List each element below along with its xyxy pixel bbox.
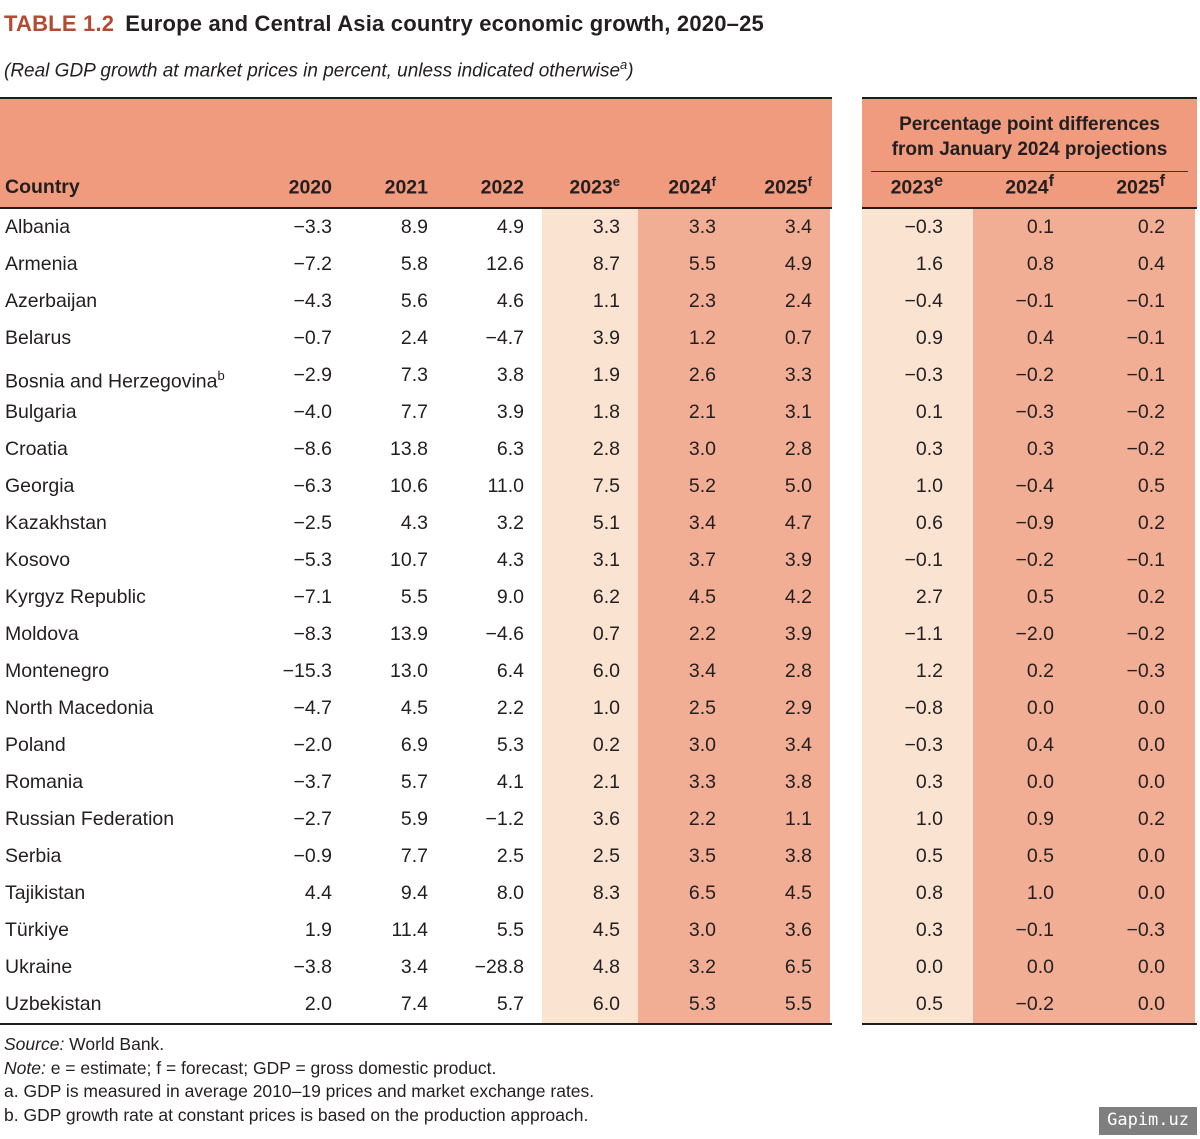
- diff-table-row: [862, 838, 1197, 875]
- diff-value-cell: 0.0: [1084, 727, 1195, 764]
- diff-value-cell: 0.2: [973, 653, 1084, 690]
- diff-value-cell: 2.7: [862, 579, 973, 616]
- diff-value-cell: −0.8: [862, 690, 973, 727]
- year-header-2021: 2021: [384, 176, 428, 198]
- value-cell: 5.3: [496, 734, 524, 756]
- diff-table-row: [862, 505, 1197, 542]
- table-row: [0, 764, 832, 801]
- country-cell: Armenia: [5, 253, 78, 275]
- country-cell: Tajikistan: [5, 882, 86, 904]
- country-cell: Bulgaria: [5, 401, 77, 423]
- diff-value-cell: 1.0: [862, 801, 973, 838]
- value-cell: −6.3: [293, 475, 332, 497]
- country-cell: Uzbekistan: [5, 993, 102, 1015]
- value-cell: 4.5: [400, 697, 428, 719]
- diff-value-cell: 0.4: [973, 727, 1084, 764]
- diff-value-cell: −0.9: [973, 505, 1084, 542]
- main-table-header: [0, 97, 832, 209]
- diff-table-row: [862, 542, 1197, 579]
- value-cell: 4.5: [638, 579, 734, 616]
- diff-table-row: [862, 764, 1197, 801]
- footnote-b: b. GDP growth rate at constant prices is based on the production approach.: [4, 1104, 589, 1125]
- value-cell: 4.7: [734, 505, 830, 542]
- value-cell: −2.5: [293, 512, 332, 534]
- diff-value-cell: 0.2: [1084, 579, 1195, 616]
- value-cell: 3.9: [734, 616, 830, 653]
- diff-value-cell: 0.5: [973, 579, 1084, 616]
- value-cell: 6.3: [496, 438, 524, 460]
- country-cell: Kazakhstan: [5, 512, 107, 534]
- table-title: [4, 11, 764, 37]
- diff-table-row: [862, 246, 1197, 283]
- subtitle-footnote-ref: a: [620, 57, 628, 72]
- value-cell: 3.4: [400, 956, 428, 978]
- table-row: [0, 838, 832, 875]
- value-cell: 1.9: [304, 919, 332, 941]
- diff-value-cell: 0.4: [1084, 246, 1195, 283]
- value-cell: 2.9: [734, 690, 830, 727]
- value-cell: −4.7: [485, 327, 524, 349]
- value-cell: 7.7: [400, 401, 428, 423]
- value-cell: 3.4: [734, 727, 830, 764]
- footnote-note: Note: e = estimate; f = forecast; GDP = gross domestic product.: [4, 1057, 497, 1078]
- value-cell: 3.3: [542, 209, 638, 246]
- value-cell: 2.1: [542, 764, 638, 801]
- diff-table-row: [862, 727, 1197, 764]
- value-cell: 1.8: [542, 394, 638, 431]
- diff-year-header-2023e: 2023e: [890, 171, 943, 198]
- diff-table-row: [862, 801, 1197, 838]
- value-cell: 3.4: [734, 209, 830, 246]
- diff-year-header-2024f: 2024$^f$: [1005, 171, 1054, 198]
- value-cell: 3.4: [638, 505, 734, 542]
- subtitle-suffix: ): [627, 60, 634, 82]
- diff-table-row: [862, 431, 1197, 468]
- diff-value-cell: −0.4: [973, 468, 1084, 505]
- country-column-header: Country: [5, 176, 80, 198]
- value-cell: 3.9: [496, 401, 524, 423]
- subtitle-text: (Real GDP growth at market prices in percent, unless indicated otherwise: [4, 60, 621, 82]
- value-cell: 10.6: [390, 475, 428, 497]
- diff-value-cell: −0.3: [862, 209, 973, 246]
- value-cell: 2.8: [734, 653, 830, 690]
- value-cell: 2.2: [496, 697, 524, 719]
- value-cell: 3.9: [542, 320, 638, 357]
- value-cell: 4.1: [496, 771, 524, 793]
- diff-value-cell: −0.2: [973, 986, 1084, 1023]
- value-cell: 0.7: [734, 320, 830, 357]
- value-cell: 4.3: [400, 512, 428, 534]
- value-cell: 5.7: [400, 771, 428, 793]
- value-cell: −4.0: [293, 401, 332, 423]
- value-cell: 1.2: [638, 320, 734, 357]
- value-cell: 5.5: [496, 919, 524, 941]
- diff-value-cell: −0.3: [973, 394, 1084, 431]
- country-cell: Russian Federation: [5, 808, 175, 830]
- diff-value-cell: 0.0: [973, 949, 1084, 986]
- diff-value-cell: −0.2: [1084, 394, 1195, 431]
- diff-value-cell: 0.2: [1084, 505, 1195, 542]
- value-cell: 8.9: [400, 216, 428, 238]
- value-cell: 5.9: [400, 808, 428, 830]
- value-cell: 10.7: [390, 549, 428, 571]
- value-cell: −0.9: [293, 845, 332, 867]
- value-cell: 3.6: [542, 801, 638, 838]
- main-table: [0, 97, 832, 1025]
- value-cell: 2.2: [638, 801, 734, 838]
- value-cell: 7.3: [400, 364, 428, 386]
- country-cell: Georgia: [5, 475, 75, 497]
- country-cell: Moldova: [5, 623, 79, 645]
- table-row: [0, 468, 832, 505]
- diff-value-cell: 0.9: [862, 320, 973, 357]
- diff-table-row: [862, 616, 1197, 653]
- value-cell: 6.0: [542, 986, 638, 1023]
- table-row: [0, 579, 832, 616]
- diff-value-cell: 0.1: [973, 209, 1084, 246]
- diff-value-cell: −0.2: [1084, 616, 1195, 653]
- value-cell: 4.6: [496, 290, 524, 312]
- value-cell: 9.0: [496, 586, 524, 608]
- value-cell: 4.3: [496, 549, 524, 571]
- value-cell: 9.4: [400, 882, 428, 904]
- diff-value-cell: 0.8: [973, 246, 1084, 283]
- value-cell: 3.5: [638, 838, 734, 875]
- diff-table-row: [862, 949, 1197, 986]
- diff-value-cell: 0.3: [862, 764, 973, 801]
- diff-value-cell: 0.0: [1084, 949, 1195, 986]
- year-header-2024f: 2024$^f$: [668, 173, 716, 198]
- table-row: [0, 283, 832, 320]
- value-cell: 3.6: [734, 912, 830, 949]
- footnotes: [4, 1033, 594, 1127]
- diff-value-cell: −0.1: [1084, 357, 1195, 394]
- value-cell: −0.7: [293, 327, 332, 349]
- table-row: [0, 246, 832, 283]
- diff-value-cell: 0.5: [862, 838, 973, 875]
- value-cell: 6.5: [638, 875, 734, 912]
- country-cell: Serbia: [5, 845, 62, 867]
- table-row: [0, 875, 832, 912]
- value-cell: 3.3: [638, 209, 734, 246]
- table-row: [0, 801, 832, 838]
- diff-value-cell: 1.0: [862, 468, 973, 505]
- value-cell: 13.9: [390, 623, 428, 645]
- value-cell: 4.9: [496, 216, 524, 238]
- watermark: Gapim.uz: [1099, 1107, 1197, 1135]
- diff-value-cell: 0.0: [1084, 690, 1195, 727]
- table-row: [0, 394, 832, 431]
- table-row: [0, 505, 832, 542]
- value-cell: 2.8: [734, 431, 830, 468]
- value-cell: 2.6: [638, 357, 734, 394]
- value-cell: 2.5: [542, 838, 638, 875]
- value-cell: 13.0: [390, 660, 428, 682]
- value-cell: 2.4: [734, 283, 830, 320]
- value-cell: 13.8: [390, 438, 428, 460]
- value-cell: 6.5: [734, 949, 830, 986]
- value-cell: −3.8: [293, 956, 332, 978]
- value-cell: 6.0: [542, 653, 638, 690]
- diff-year-headers: [862, 172, 1197, 208]
- value-cell: 5.7: [496, 993, 524, 1015]
- value-cell: 4.5: [542, 912, 638, 949]
- value-cell: 8.7: [542, 246, 638, 283]
- diff-value-cell: 0.0: [862, 949, 973, 986]
- table-row: [0, 986, 832, 1023]
- diff-value-cell: 1.6: [862, 246, 973, 283]
- country-cell: Ukraine: [5, 956, 73, 978]
- diff-value-cell: −0.2: [973, 542, 1084, 579]
- diff-title-line1: Percentage point differences: [899, 114, 1160, 135]
- value-cell: 0.2: [542, 727, 638, 764]
- country-cell: Türkiye: [5, 919, 69, 941]
- country-cell: Azerbaijan: [5, 290, 98, 312]
- value-cell: −3.3: [293, 216, 332, 238]
- value-cell: 2.3: [638, 283, 734, 320]
- diff-table-row: [862, 579, 1197, 616]
- diff-table: [862, 97, 1197, 1025]
- value-cell: 11.4: [391, 919, 428, 941]
- value-cell: 6.9: [400, 734, 428, 756]
- country-cell: Bosnia and Herzegovina$^b$: [5, 368, 225, 393]
- diff-table-body: [862, 209, 1197, 1025]
- year-header-2025f: 2025$^f$: [764, 173, 812, 198]
- diff-value-cell: 0.6: [862, 505, 973, 542]
- table-row: [0, 690, 832, 727]
- value-cell: 2.8: [542, 431, 638, 468]
- value-cell: −4.3: [293, 290, 332, 312]
- value-cell: −5.3: [293, 549, 332, 571]
- year-header-2022: 2022: [480, 176, 524, 198]
- footnote-source: Source: World Bank.: [4, 1034, 165, 1054]
- diff-value-cell: 0.2: [1084, 801, 1195, 838]
- diff-value-cell: 0.0: [1084, 838, 1195, 875]
- country-cell: Romania: [5, 771, 84, 793]
- diff-value-cell: −0.2: [973, 357, 1084, 394]
- year-header-2020: 2020: [288, 176, 332, 198]
- value-cell: 3.8: [734, 764, 830, 801]
- value-cell: 0.7: [542, 616, 638, 653]
- diff-value-cell: 0.5: [1084, 468, 1195, 505]
- value-cell: 4.8: [542, 949, 638, 986]
- country-cell: Kosovo: [5, 549, 71, 571]
- diff-value-cell: 0.3: [862, 912, 973, 949]
- diff-value-cell: 0.0: [973, 764, 1084, 801]
- value-cell: 3.3: [638, 764, 734, 801]
- diff-table-row: [862, 209, 1197, 246]
- diff-table-row: [862, 283, 1197, 320]
- value-cell: 3.8: [734, 838, 830, 875]
- value-cell: 5.2: [638, 468, 734, 505]
- table-row: [0, 320, 832, 357]
- tables-area: [0, 97, 1197, 1025]
- value-cell: 2.2: [638, 616, 734, 653]
- country-cell: Belarus: [5, 327, 72, 349]
- value-cell: 2.0: [304, 993, 332, 1015]
- value-cell: 3.8: [496, 364, 524, 386]
- value-cell: 3.2: [496, 512, 524, 534]
- value-cell: −2.7: [293, 808, 332, 830]
- value-cell: 8.0: [496, 882, 524, 904]
- value-cell: −15.3: [282, 660, 332, 682]
- value-cell: 2.1: [638, 394, 734, 431]
- value-cell: −8.6: [293, 438, 332, 460]
- value-cell: 3.4: [638, 653, 734, 690]
- diff-value-cell: 0.5: [862, 986, 973, 1023]
- value-cell: 3.0: [638, 912, 734, 949]
- table-title-text: Europe and Central Asia country economic growth, 2020–25: [125, 11, 764, 36]
- country-cell: Poland: [5, 734, 66, 756]
- diff-title-line2: from January 2024 projections: [891, 139, 1168, 160]
- value-cell: 5.0: [734, 468, 830, 505]
- diff-table-row: [862, 875, 1197, 912]
- diff-value-cell: 0.1: [862, 394, 973, 431]
- diff-value-cell: −0.3: [862, 357, 973, 394]
- diff-value-cell: −0.3: [862, 727, 973, 764]
- value-cell: −2.0: [293, 734, 332, 756]
- diff-value-cell: −0.3: [1084, 912, 1195, 949]
- diff-value-cell: 0.0: [1084, 986, 1195, 1023]
- value-cell: 3.3: [734, 357, 830, 394]
- country-cell: Albania: [5, 216, 71, 238]
- diff-value-cell: 0.3: [973, 431, 1084, 468]
- diff-value-cell: −1.1: [862, 616, 973, 653]
- value-cell: −7.1: [293, 586, 332, 608]
- diff-value-cell: 0.0: [1084, 875, 1195, 912]
- diff-table-row: [862, 357, 1197, 394]
- diff-table-row: [862, 912, 1197, 949]
- value-cell: 5.5: [400, 586, 428, 608]
- value-cell: 5.5: [638, 246, 734, 283]
- diff-value-cell: 1.0: [973, 875, 1084, 912]
- diff-value-cell: 0.3: [862, 431, 973, 468]
- table-row: [0, 653, 832, 690]
- value-cell: −28.8: [474, 956, 524, 978]
- value-cell: 5.1: [542, 505, 638, 542]
- value-cell: 11.0: [487, 475, 524, 497]
- value-cell: 4.5: [734, 875, 830, 912]
- diff-value-cell: −0.3: [1084, 653, 1195, 690]
- year-header-2023e: 2023e: [569, 173, 620, 198]
- diff-value-cell: −0.4: [862, 283, 973, 320]
- value-cell: 4.2: [734, 579, 830, 616]
- value-cell: 2.5: [638, 690, 734, 727]
- diff-value-cell: −0.2: [1084, 431, 1195, 468]
- diff-value-cell: 0.0: [1084, 764, 1195, 801]
- value-cell: 3.2: [638, 949, 734, 986]
- table-row: [0, 357, 832, 394]
- diff-value-cell: −0.1: [1084, 283, 1195, 320]
- value-cell: 7.5: [542, 468, 638, 505]
- value-cell: 1.0: [542, 690, 638, 727]
- footnote-a: a. GDP is measured in average 2010–19 prices and market exchange rates.: [4, 1081, 595, 1101]
- table-row: [0, 949, 832, 986]
- value-cell: 4.4: [304, 882, 332, 904]
- value-cell: 3.1: [734, 394, 830, 431]
- table-row: [0, 542, 832, 579]
- value-cell: 3.9: [734, 542, 830, 579]
- diff-table-row: [862, 653, 1197, 690]
- diff-value-cell: −0.1: [973, 912, 1084, 949]
- diff-value-cell: 0.9: [973, 801, 1084, 838]
- value-cell: 4.9: [734, 246, 830, 283]
- value-cell: 5.5: [734, 986, 830, 1023]
- table-row: [0, 616, 832, 653]
- value-cell: 3.7: [638, 542, 734, 579]
- value-cell: −4.6: [485, 623, 524, 645]
- diff-value-cell: −0.1: [862, 542, 973, 579]
- diff-table-row: [862, 320, 1197, 357]
- table-row: [0, 912, 832, 949]
- value-cell: −8.3: [293, 623, 332, 645]
- country-cell: Croatia: [5, 438, 68, 460]
- diff-value-cell: −2.0: [973, 616, 1084, 653]
- value-cell: 3.0: [638, 727, 734, 764]
- value-cell: 1.1: [734, 801, 830, 838]
- value-cell: −3.7: [293, 771, 332, 793]
- diff-value-cell: 0.0: [973, 690, 1084, 727]
- value-cell: 1.1: [542, 283, 638, 320]
- value-cell: −2.9: [293, 364, 332, 386]
- diff-value-cell: −0.1: [973, 283, 1084, 320]
- diff-value-cell: 1.2: [862, 653, 973, 690]
- value-cell: 2.4: [400, 327, 428, 349]
- diff-table-row: [862, 394, 1197, 431]
- value-cell: 3.1: [542, 542, 638, 579]
- diff-value-cell: 0.2: [1084, 209, 1195, 246]
- value-cell: 1.9: [542, 357, 638, 394]
- diff-table-row: [862, 986, 1197, 1023]
- value-cell: 5.8: [400, 253, 428, 275]
- diff-table-header: [862, 97, 1197, 209]
- diff-value-cell: −0.1: [1084, 320, 1195, 357]
- value-cell: 2.5: [496, 845, 524, 867]
- diff-table-row: [862, 690, 1197, 727]
- table-subtitle: [4, 57, 634, 82]
- value-cell: 6.4: [496, 660, 524, 682]
- value-cell: −1.2: [485, 808, 524, 830]
- diff-value-cell: 0.5: [973, 838, 1084, 875]
- diff-table-row: [862, 468, 1197, 505]
- table-row: [0, 209, 832, 246]
- table-row: [0, 431, 832, 468]
- value-cell: −7.2: [293, 253, 332, 275]
- country-cell: North Macedonia: [5, 697, 154, 719]
- diff-year-header-2025f: 2025$^f$: [1116, 171, 1165, 198]
- value-cell: 12.6: [486, 253, 524, 275]
- value-cell: 3.0: [638, 431, 734, 468]
- value-cell: 6.2: [542, 579, 638, 616]
- diff-table-title: [862, 99, 1197, 162]
- table-number: TABLE 1.2: [4, 11, 115, 36]
- country-cell: Kyrgyz Republic: [5, 586, 146, 608]
- value-cell: 7.4: [400, 993, 428, 1015]
- value-cell: 5.3: [638, 986, 734, 1023]
- diff-value-cell: 0.8: [862, 875, 973, 912]
- country-cell: Montenegro: [5, 660, 110, 682]
- table-row: [0, 727, 832, 764]
- value-cell: −4.7: [293, 697, 332, 719]
- diff-value-cell: −0.1: [1084, 542, 1195, 579]
- value-cell: 7.7: [400, 845, 428, 867]
- value-cell: 8.3: [542, 875, 638, 912]
- main-table-body: [0, 209, 832, 1025]
- value-cell: 5.6: [400, 290, 428, 312]
- diff-value-cell: 0.4: [973, 320, 1084, 357]
